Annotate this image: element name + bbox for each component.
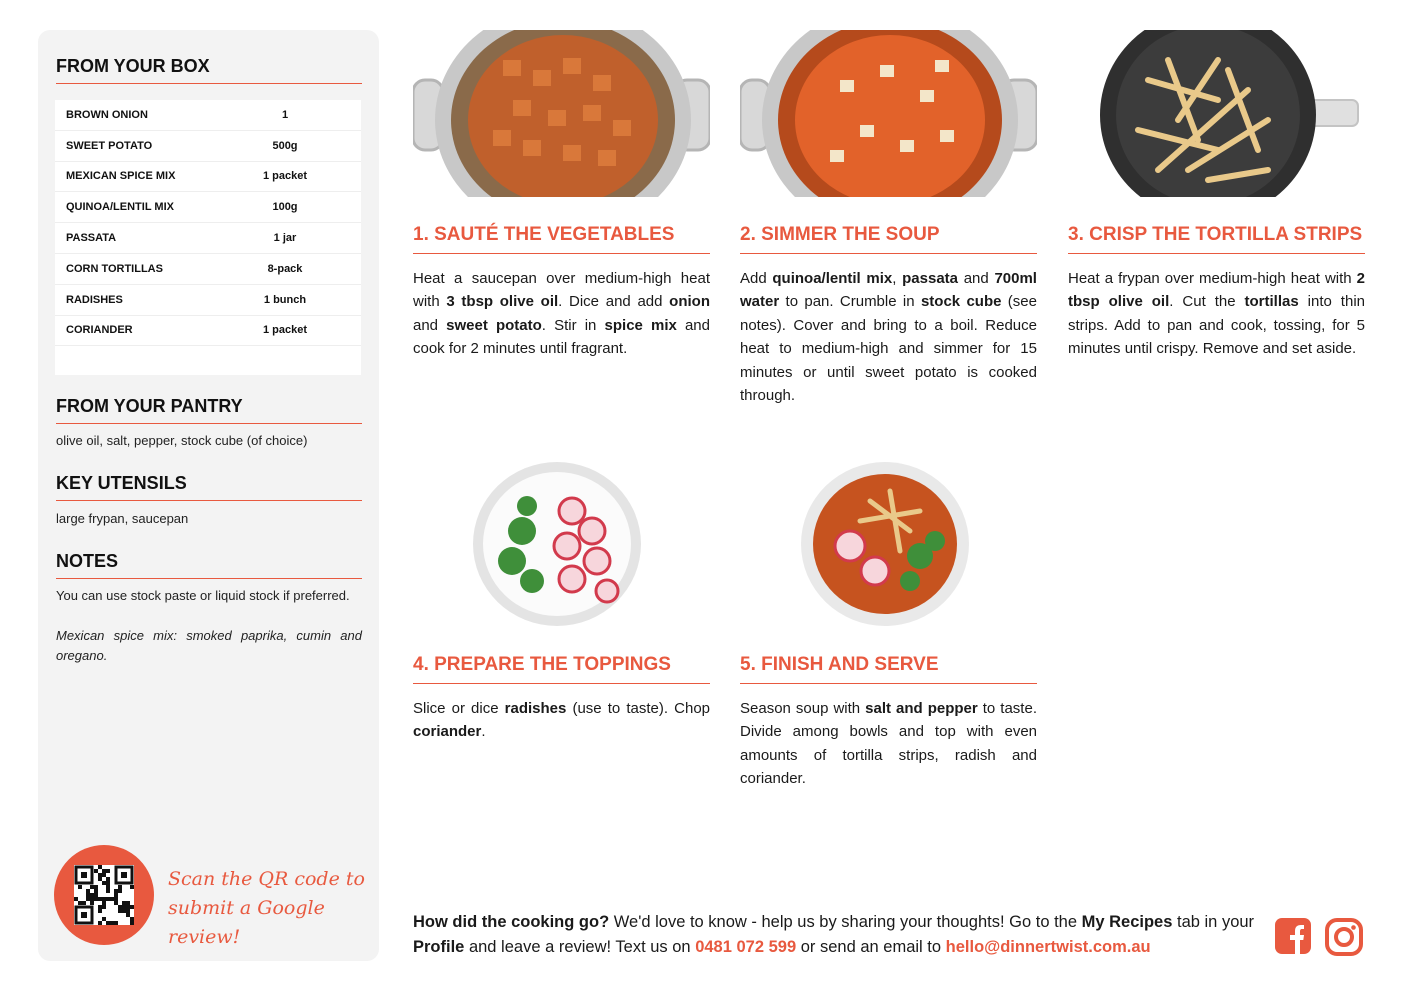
step-bold-term: salt and pepper [865,700,978,717]
ingredient-row [55,100,361,131]
from-your-box-heading: FROM YOUR BOX [56,56,362,84]
step-2-body [740,267,1037,407]
ingredient-row [55,285,361,316]
step-text-part: Slice or dice [413,700,505,717]
step-bold-term: 3 tbsp olive oil [446,293,559,311]
step-bold-term: quinoa/lentil mix [772,270,893,287]
step-text-part: Season soup with [740,700,866,717]
qr-code-icon[interactable] [74,865,134,925]
ingredient-row [55,254,361,285]
step-5-body [740,697,1037,791]
notes-text-2: Mexican spice mix: smoked paprika, cumin and oregano. [56,628,362,663]
step-text-part: and [958,270,995,287]
qr-badge[interactable] [54,845,154,945]
footer-profile: Profile [413,938,465,956]
utensils-text: large frypan, saucepan [56,511,189,526]
step-4-title: 4. PREPARE THE TOPPINGS [413,654,710,684]
notes-text-1: You can use stock paste or liquid stock if preferred. [56,588,350,603]
step-text-part: Add [740,270,773,287]
footer-text-1: We'd love to know - help us by sharing your thoughts! Go to the [609,913,1082,931]
ingredient-name: RADISHES [66,293,123,306]
step-bold-term: radishes [504,700,567,717]
ingredient-qty: 8-pack [267,262,303,275]
ingredient-qty: 1 packet [262,324,308,337]
step-2-title: 2. SIMMER THE SOUP [740,224,1037,254]
ingredient-row [55,192,361,223]
ingredient-qty: 100g [272,201,298,214]
footer-email-link[interactable]: hello@dinnertwist.com.au [945,938,1151,956]
facebook-icon[interactable] [1275,918,1313,956]
step-text-part: . [481,723,486,741]
footer-phone-link[interactable]: 0481 072 599 [695,938,797,956]
from-your-pantry-heading: FROM YOUR PANTRY [56,396,362,424]
step-3-body [1068,267,1365,361]
ingredient-name: SWEET POTATO [66,139,153,152]
step-2-image [740,30,1037,197]
ingredient-row [55,162,361,193]
step-text-part: Heat a saucepan over medium-high heat with [413,270,710,311]
ingredient-qty: 1 packet [262,170,308,183]
step-bold-term: 2 tbsp olive oil [1068,270,1365,311]
key-utensils-heading: KEY UTENSILS [56,473,362,501]
footer-my-recipes: My Recipes [1081,913,1173,931]
qr-line-1: Scan the QR code to [168,868,365,890]
step-bold-term: tortillas [1244,293,1299,311]
step-text-part: to taste. Divide among bowls and top with even amounts of tortilla strips, radish and coriander. [740,700,1037,788]
feedback-footer [413,910,1263,960]
pantry-text: olive oil, salt, pepper, stock cube (of choice) [56,433,308,448]
sidebar [38,30,379,961]
footer-text-4: or send an email to [796,938,946,956]
step-3-title: 3. CRISP THE TORTILLA STRIPS [1068,224,1365,254]
step-bold-term: sweet potato [446,316,542,334]
step-1-image [413,30,710,197]
step-5-title: 5. FINISH AND SERVE [740,654,1037,684]
step-text-part: Heat a frypan over medium-high heat with [1068,270,1357,287]
step-text-part: , [892,270,903,287]
ingredient-name: MEXICAN SPICE MIX [66,170,176,183]
ingredient-qty: 1 bunch [263,293,307,306]
ingredient-row [55,131,361,162]
ingredient-name: QUINOA/LENTIL MIX [66,201,174,214]
step-1-title: 1. SAUTÉ THE VEGETABLES [413,224,710,254]
ingredient-name: CORIANDER [66,324,133,337]
notes-heading: NOTES [56,551,362,579]
step-text-part: . Cut the [1169,293,1245,311]
step-4-image [472,461,642,628]
ingredient-name: CORN TORTILLAS [66,262,163,275]
qr-review-prompt [168,865,368,952]
step-1-body [413,267,710,361]
ingredient-name: BROWN ONION [66,108,148,121]
ingredient-qty: 500g [272,139,298,152]
step-text-part: to pan. Crumble in [779,293,921,311]
step-bold-term: onion [669,293,710,311]
ingredient-row [55,316,361,347]
step-3-image [1068,30,1365,197]
step-text-part: into thin strips. Add to pan and cook, tossing, for 5 minutes until crispy. Remove and set aside. [1068,293,1365,358]
step-text-part: . Stir in [541,316,605,334]
step-text-part: and cook for 2 minutes until fragrant. [413,316,710,358]
ingredient-qty: 1 jar [273,232,297,245]
step-text-part: . Dice and add [558,293,670,311]
ingredients-table [55,100,361,375]
step-bold-term: spice mix [604,316,677,334]
step-bold-term: passata [902,270,959,287]
instagram-icon[interactable] [1325,918,1363,956]
qr-line-2: submit a Google review! [168,897,325,948]
step-5-image [800,461,970,628]
step-4-body [413,697,710,744]
step-bold-term: coriander [413,723,482,741]
footer-question: How did the cooking go? [413,913,610,931]
ingredient-name: PASSATA [66,232,117,245]
step-text-part: and [413,316,447,334]
footer-text-3: and leave a review! Text us on [464,938,696,956]
step-bold-term: stock cube [920,293,1002,311]
step-text-part: (use to taste). Chop [566,700,710,717]
step-text-part: (see notes). Cover and bring to a boil. Reduce heat to medium-high and simmer for 15 minutes or until sweet potato is cooked through. [740,293,1037,405]
ingredient-row [55,223,361,254]
ingredient-qty: 1 [281,108,289,121]
footer-text-2: tab in your [1172,913,1255,931]
step-bold-term: 700ml water [740,270,1037,311]
